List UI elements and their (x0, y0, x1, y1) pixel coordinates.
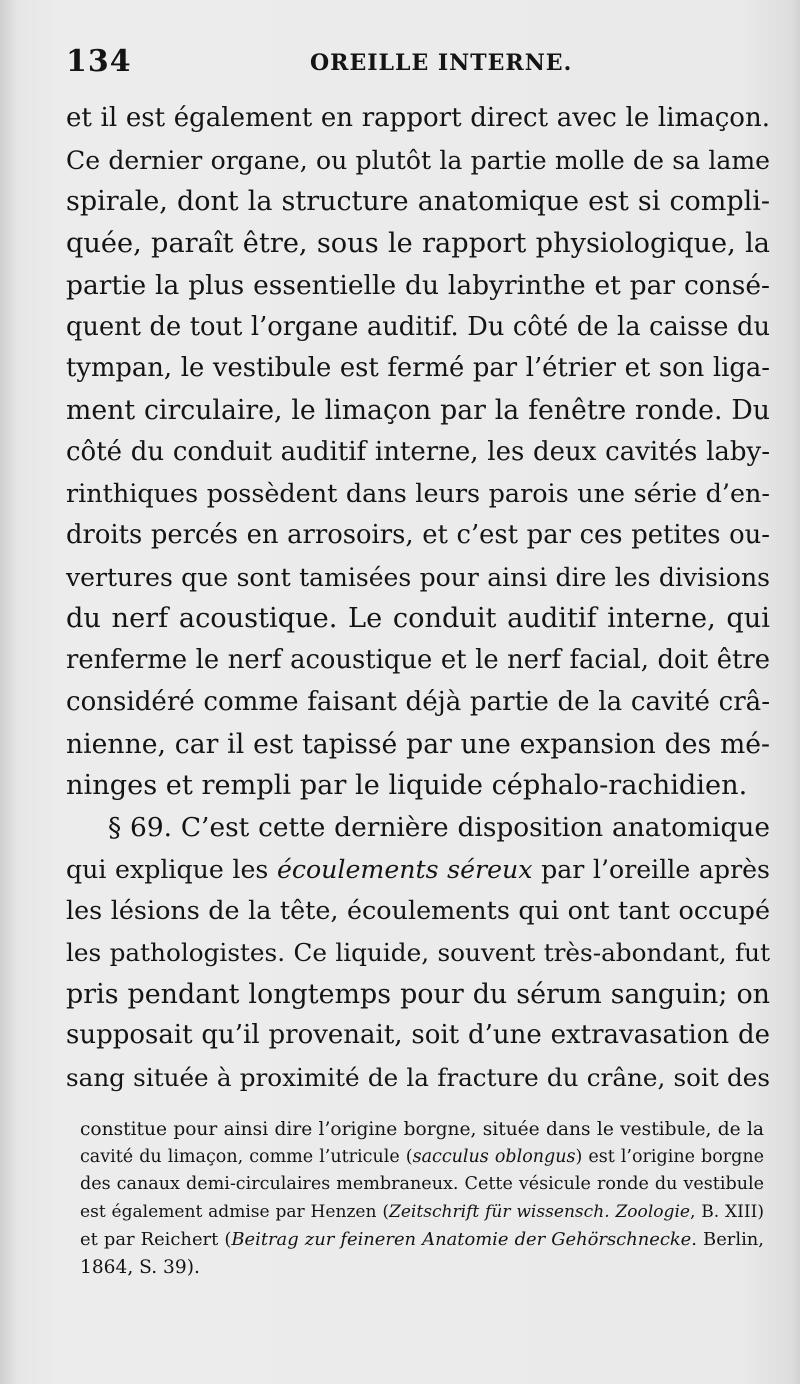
page-number: 134 (66, 44, 132, 79)
text-line: les lésions de la tête, écoulements qui ont tant occupé (66, 895, 770, 926)
footnote-line (80, 1226, 764, 1254)
text-line: sang située à proximité de la fracture du crâne, soit des (66, 1063, 770, 1093)
text-line: du nerf acoustique. Le conduit auditif interne, qui (66, 603, 770, 635)
text-line: rinthiques possèdent dans leurs parois une série d’en- (66, 478, 770, 509)
text-line: ninges et rempli par le liquide céphalo-rachidien. (66, 770, 748, 802)
text-line: pris pendant longtemps pour du sérum sanguin; on (66, 978, 770, 1010)
text-line: droits percés en arrosoirs, et c’est par ces petites ou- (66, 520, 770, 551)
footnote-block (80, 1116, 764, 1282)
text-fragment: et par Reichert ( (80, 1229, 232, 1251)
text-line: côté du conduit auditif interne, les deux cavités laby- (66, 436, 770, 467)
main-text (66, 98, 770, 1099)
text-fragment: est également admise par Henzen ( (80, 1201, 389, 1222)
text-line: quent de tout l’organe auditif. Du côté de la caisse du (66, 311, 770, 342)
running-title: OREILLE INTERNE. (310, 50, 573, 76)
text-line: nienne, car il est tapissé par une expansion des mé- (66, 728, 770, 760)
footnote-line: constitue pour ainsi dire l’origine borgne, située dans le vestibule, de la (80, 1119, 764, 1140)
footnote-line (80, 1144, 764, 1172)
text-fragment: ) est l’origine borgne (575, 1146, 764, 1167)
text-line: quée, paraît être, sous le rapport physiologique, la (66, 228, 770, 260)
text-line: partie la plus essentielle du labyrinthe et par consé- (66, 269, 770, 301)
text-line: renferme le nerf acoustique et le nerf facial, doit être (66, 645, 770, 676)
text-line: vertures que sont tamisées pour ainsi dire les divisions (66, 562, 770, 592)
text-fragment: par l’oreille après (532, 854, 771, 884)
text-line: supposait qu’il provenait, soit d’une extravasation de (66, 1020, 770, 1051)
text-fragment: . Berlin, (691, 1229, 764, 1251)
italic-citation: Beitrag zur feineren Anatomie der Gehörschnecke (231, 1229, 692, 1251)
footnote-line (80, 1199, 764, 1227)
footnote-line: 1864, S. 39). (80, 1256, 200, 1278)
text-line (66, 849, 770, 891)
text-fragment: , B. XIII) (689, 1201, 764, 1222)
text-line: ment circulaire, le limaçon par la fenêtre ronde. Du (66, 394, 770, 426)
footnote-line: des canaux demi-circulaires membraneux. Cette vésicule ronde du vestibule (80, 1174, 764, 1195)
italic-citation: Zeitschrift für wissensch. Zoologie (388, 1201, 690, 1222)
text-line: Ce dernier organe, ou plutôt la partie molle de sa lame (66, 145, 770, 175)
italic-term: sacculus oblongus (412, 1146, 576, 1167)
text-fragment: cavité du limaçon, comme l’utricule ( (80, 1146, 413, 1167)
text-line: spirale, dont la structure anatomique est si compli- (66, 186, 770, 218)
section-heading-line: § 69. C’est cette dernière disposition anatomique (108, 811, 770, 843)
text-line: et il est également en rapport direct avec le limaçon. (66, 103, 770, 133)
italic-term: écoulements séreux (276, 854, 533, 884)
text-line: les pathologistes. Ce liquide, souvent très-abondant, fut (66, 938, 770, 968)
text-fragment: qui explique les (66, 854, 277, 884)
page-header (60, 44, 760, 84)
text-line: considéré comme faisant déjà partie de la cavité crâ- (66, 686, 770, 717)
text-line: tympan, le vestibule est fermé par l’étrier et son liga- (66, 353, 770, 384)
